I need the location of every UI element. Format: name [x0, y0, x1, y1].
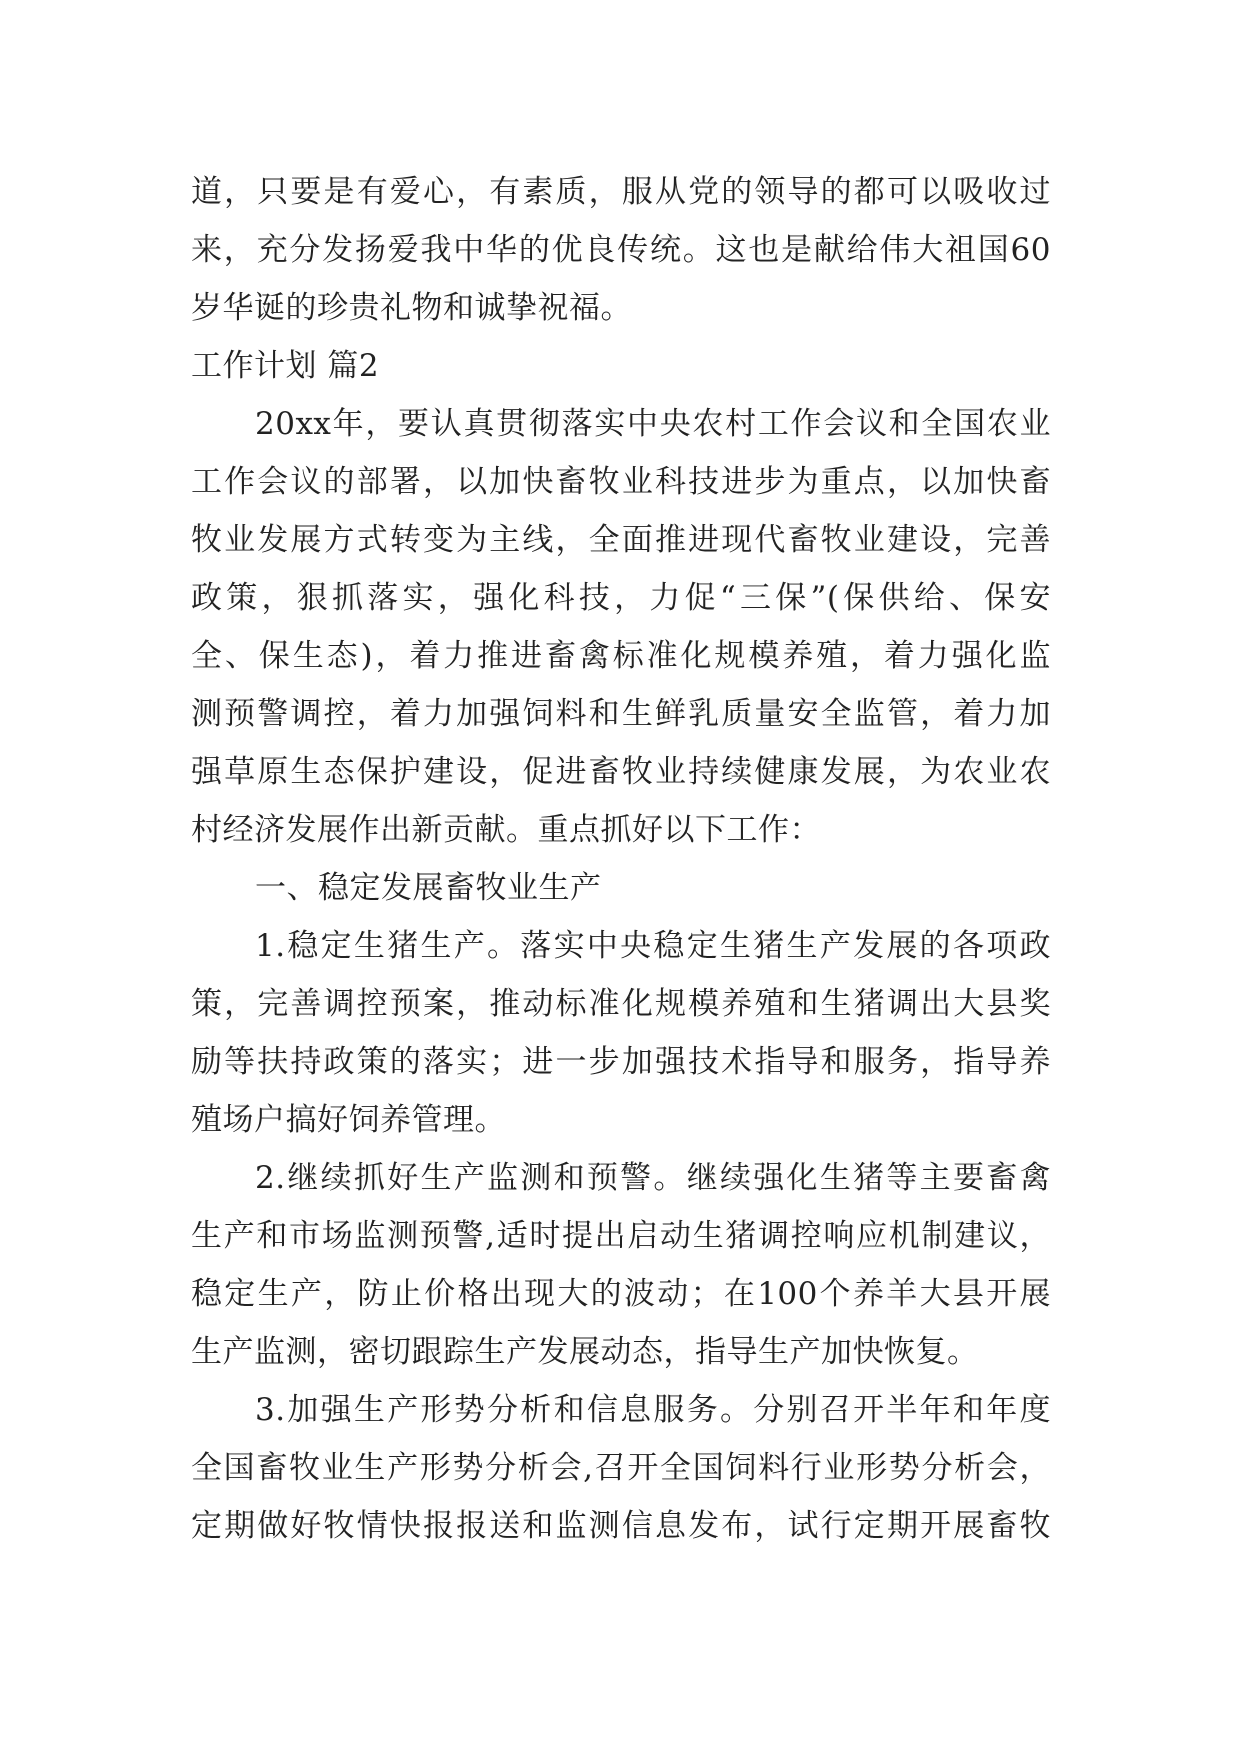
body-line: 岁华诞的珍贵礼物和诚挚祝福。 — [191, 290, 632, 326]
body-line: 测预警调控，着力加强饲料和生鲜乳质量安全监管，着力加 — [191, 696, 1051, 732]
body-line: 政策，狠抓落实，强化科技，力促“三保”(保供给、保安 — [191, 580, 1051, 616]
body-line: 牧业发展方式转变为主线，全面推进现代畜牧业建设，完善 — [191, 522, 1051, 558]
section-heading: 工作计划 篇2 — [191, 348, 380, 384]
body-line: 策，完善调控预案，推动标准化规模养殖和生猪调出大县奖 — [191, 986, 1051, 1022]
body-line: 工作会议的部署，以加快畜牧业科技进步为重点，以加快畜 — [191, 464, 1051, 500]
body-line: 殖场户搞好饲养管理。 — [191, 1102, 506, 1138]
body-line: 强草原生态保护建设，促进畜牧业持续健康发展，为农业农 — [191, 754, 1051, 790]
body-line: 励等扶持政策的落实；进一步加强技术指导和服务，指导养 — [191, 1044, 1051, 1080]
document-body — [191, 163, 1051, 1555]
body-line: 稳定生产，防止价格出现大的波动；在100个养羊大县开展 — [191, 1276, 1051, 1312]
body-line: 生产和市场监测预警,适时提出启动生猪调控响应机制建议， — [191, 1218, 1051, 1254]
body-line: 全、保生态)，着力推进畜禽标准化规模养殖，着力强化监 — [191, 638, 1051, 674]
body-line: 20xx年，要认真贯彻落实中央农村工作会议和全国农业 — [255, 406, 1051, 442]
body-line: 全国畜牧业生产形势分析会,召开全国饲料行业形势分析会， — [191, 1450, 1051, 1486]
body-line: 来，充分发扬爱我中华的优良传统。这也是献给伟大祖国60 — [191, 232, 1051, 268]
body-line: 村经济发展作出新贡献。重点抓好以下工作： — [191, 812, 821, 848]
body-line: 1.稳定生猪生产。落实中央稳定生猪生产发展的各项政 — [255, 928, 1051, 964]
subsection-heading: 一、稳定发展畜牧业生产 — [255, 870, 602, 906]
body-line: 道，只要是有爱心，有素质，服从党的领导的都可以吸收过 — [191, 174, 1051, 210]
body-line: 2.继续抓好生产监测和预警。继续强化生猪等主要畜禽 — [255, 1160, 1051, 1196]
body-line: 3.加强生产形势分析和信息服务。分别召开半年和年度 — [255, 1392, 1051, 1428]
body-line: 定期做好牧情快报报送和监测信息发布，试行定期开展畜牧 — [191, 1508, 1051, 1544]
body-line: 生产监测，密切跟踪生产发展动态，指导生产加快恢复。 — [191, 1334, 979, 1370]
